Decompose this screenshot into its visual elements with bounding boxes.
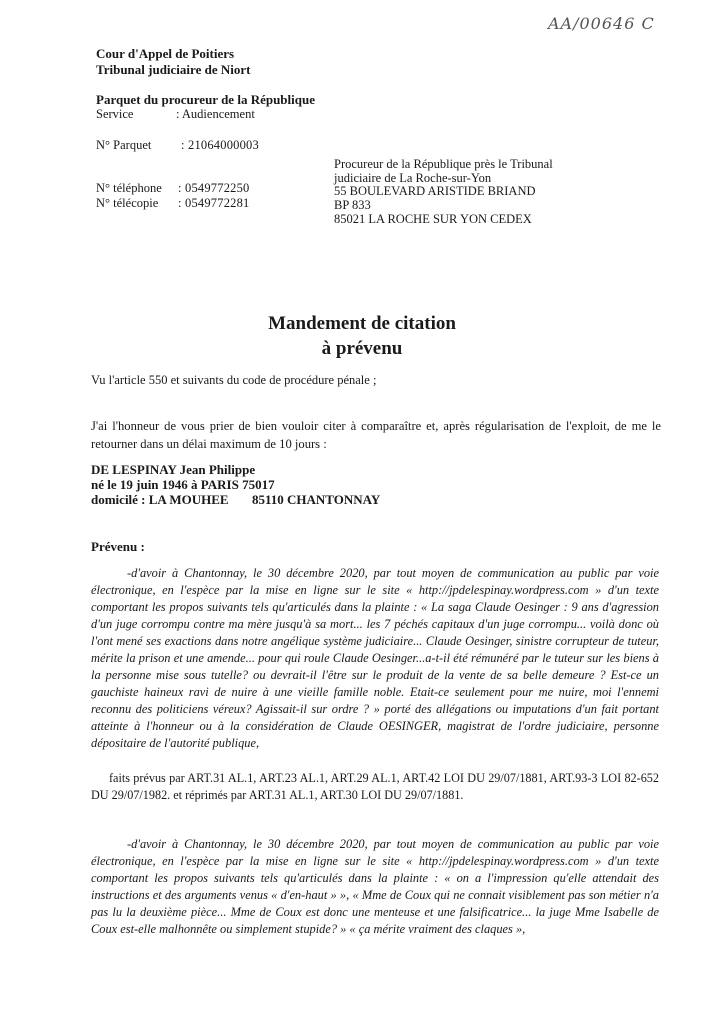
charge-1-legal-basis: faits prévus par ART.31 AL.1, ART.23 AL.1, ART.29 AL.1, ART.42 LOI DU 29/07/1881, ART.93-3 LOI 82-652 DU 29/07/1982. et réprimés par ART.31 AL.1, ART.30 LOI DU 29/07/1881. bbox=[91, 771, 659, 802]
service-label: Service bbox=[96, 107, 134, 121]
tribunal-name: Tribunal judiciaire de Niort bbox=[96, 62, 251, 77]
document-title-line-1: Mandement de citation bbox=[268, 313, 456, 334]
handwritten-reference: AA/00646 C bbox=[548, 14, 655, 33]
legal-reference: Vu l'article 550 et suivants du code de procédure pénale ; bbox=[91, 373, 377, 387]
recipient-line-1: Procureur de la République près le Tribunal bbox=[334, 157, 553, 171]
prevenu-label: Prévenu : bbox=[91, 539, 145, 554]
defendant-domicile: domicilé : LA MOUHEE bbox=[91, 492, 229, 507]
service-value: : Audiencement bbox=[176, 107, 255, 121]
parquet-number-value: : 21064000003 bbox=[181, 138, 259, 152]
charge-2-text: -d'avoir à Chantonnay, le 30 décembre 2020, par tout moyen de communication au public par voie électronique, en l'espèce par la mise en ligne sur le site « http://jpdelespinay.wordpress.com » d'un texte comportant les propos suivants tels qu'articulés dans la plainte : « on a l'impression qu'elle attendait des instructions et des arguments venus « d'en-haut » », « Mme de Coux qui ne connait visiblement pas son métier n'a pas lu la deuxième pièce... Mme de Coux est donc une menteuse et une falsificatrice... la juge Mme Isabelle de Coux est-elle malhonnête ou simplement stupide? » « ça mérite vraiment des claques », bbox=[91, 837, 659, 936]
court-name: Cour d'Appel de Poitiers bbox=[96, 46, 235, 61]
document-title-line-2: à prévenu bbox=[321, 338, 403, 359]
parquet-title: Parquet du procureur de la République bbox=[96, 92, 315, 107]
defendant-birth: né le 19 juin 1946 à PARIS 75017 bbox=[91, 477, 275, 492]
recipient-line-3: 55 BOULEVARD ARISTIDE BRIAND bbox=[334, 184, 536, 198]
fax-label: N° télécopie bbox=[96, 196, 159, 210]
recipient-line-5: 85021 LA ROCHE SUR YON CEDEX bbox=[334, 212, 532, 226]
charge-1-text: -d'avoir à Chantonnay, le 30 décembre 2020, par tout moyen de communication au public par voie électronique, en l'espèce par la mise en ligne sur le site « http://jpdelespinay.wordpress.com » d'un texte comportant les propos suivants tels qu'articulés dans la plainte : « La saga Claude Oesinger : 9 ans d'agression d'un juge corrompu contre ma mère jusqu'à sa mort... les 7 péchés capitaux d'un juge corrompu... voilà donc où l'ont mené ses exactions dans notre angélique système judiciaire... Claude Oesinger, sinistre corrupteur de tuteur, mérite la prison et une amende... pour qui roule Claude Oesinger...a-t-il été rémunéré par le tuteur sur les biens à la personne mise sous tutelle? ou devrait-il l'être sur le produit de la vente de sa belle demeure ? Est-ce un gauchiste haineux ravi de nuire à une vieille famille noble. Etait-ce seulement pour me nuire, moi l'ennemi reconnu des politiciens véreux? Agissait-il sur ordre ? » porté des allégations ou imputations d'un fait portant atteinte à l'honneur ou à la considération de Claude OESINGER, magistrat de l'ordre judiciaire, personne dépositaire de l'autorité publique, bbox=[91, 566, 659, 750]
defendant-city: 85110 CHANTONNAY bbox=[252, 492, 381, 507]
phone-label: N° téléphone bbox=[96, 181, 162, 195]
fax-value: : 0549772281 bbox=[178, 196, 250, 210]
defendant-name: DE LESPINAY Jean Philippe bbox=[91, 462, 256, 477]
phone-value: : 0549772250 bbox=[178, 181, 250, 195]
intro-paragraph: J'ai l'honneur de vous prier de bien vouloir citer à comparaître et, après régularisation de l'exploit, de me le retourner dans un délai maximum de 10 jours : bbox=[91, 419, 661, 451]
recipient-line-2: judiciaire de La Roche-sur-Yon bbox=[334, 171, 492, 185]
parquet-number-label: N° Parquet bbox=[96, 138, 152, 152]
recipient-line-4: BP 833 bbox=[334, 198, 371, 212]
